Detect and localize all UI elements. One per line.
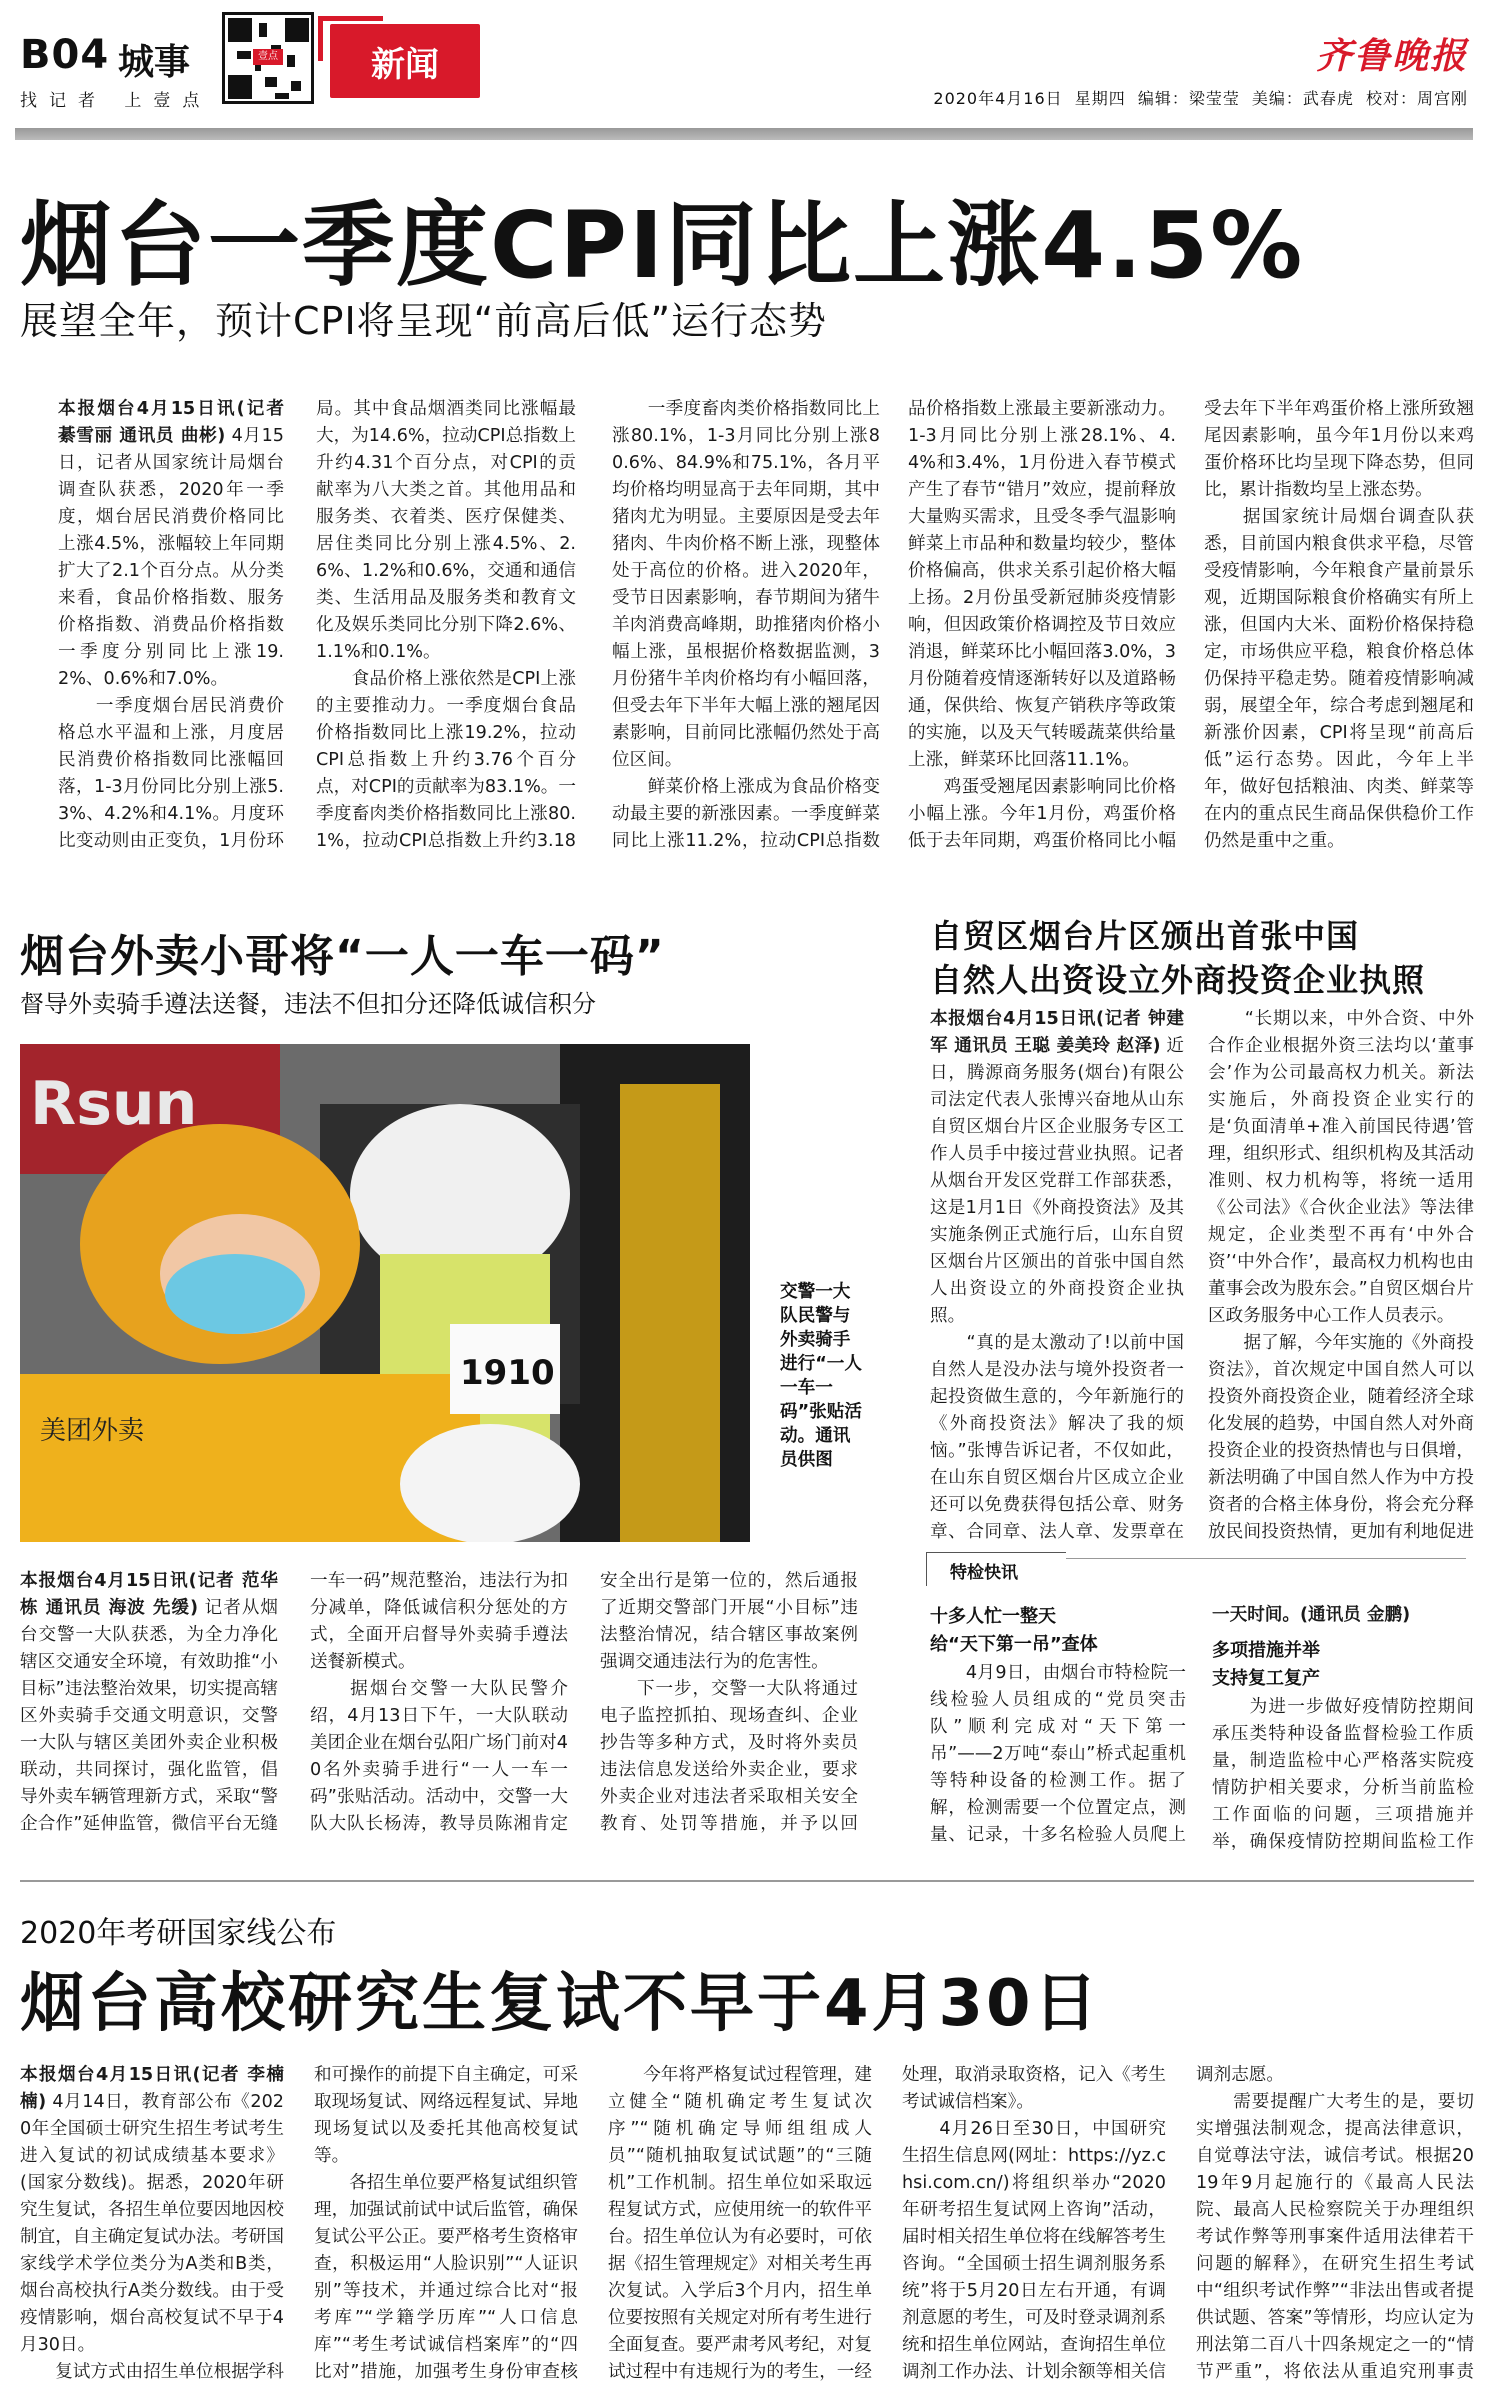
article4-text-1: 4月14日，教育部公布《2020年全国硕士研究生招生考试考生进入复试的初试成绩基本要求》(国家分数线)。据悉，2020年研究生复试，各招生单位要因地因校制宜，自主确定复试办法。考研国家线学术学位类分为A类和B类，烟台高校执行A类分数线。由于受疫情影响，烟台高校复试不早于4月30日。 复试方式由招生单位根据学科 (20, 2092, 284, 2382)
article2-headline: 烟台外卖小哥将“一人一车一码” (20, 931, 665, 982)
photo-illustration (20, 1044, 750, 1542)
brief1-subtitle: 给“天下第一吊”查体 (930, 1634, 1098, 1655)
article4-col-4: 处理，取消录取资格，记入《考生考试诚信档案》。 4月26日至30日，中国研究生招生信息网(网址：https://yz.chsi.com.cn/)将组织举办“2020年研考招生复试网上咨询”活动，届时相关招生单位将在线解答考生咨询。“全国硕士招生调剂服务系统”将于5月20日左右开通，有调剂意愿的考生，可及时登录调剂系统和招生单位网站，查询招生单位调剂工作办法、计划余额等相关信 (902, 2065, 1166, 2382)
brief1-text: 4月9日，由烟台市特检院一线检验人员组成的“党员突击队”顺利完成对“天下第一吊”——2万吨“泰山”桥式起重机等特种设备的检测工作。据了解，检测需要一个位置定点，测量、记录，十多名检验人员爬上 (930, 1663, 1186, 1845)
article1-text-1: 4月15日，记者从国家统计局烟台调查队获悉，2020年一季度，烟台居民消费价格同比上涨4.5%，涨幅较上年同期扩大了2.1个百分点。从分类来看，食品价格指数、服务价格指数、消费品价格指数一季度分别同比上涨19.2%、0.6%和7.0%。 一季度烟台居民消费价格总水平温和上涨，月度居民消费价格指数同比涨幅回落，1-3月份同比分别上涨5.3%、4.2%和4.1%。月度环比变动则由正变负，1月份环 (58, 426, 284, 851)
article1-lead: 本报烟台4月15日讯(记者 綦雪丽 通讯员 曲彬) (58, 399, 284, 446)
article3-headline-line1: 自贸区烟台片区颁出首张中国 (930, 917, 1360, 955)
article2-col-2: 一车一码”规范整治，违法行为扣分减单，降低诚信积分惩处的方式，全面开启督导外卖骑手遵法送餐新模式。 据烟台交警一大队民警介绍，4月13日下午，一大队联动美团企业在烟台弘阳广场门前对40名外卖骑手进行“一人一车一码”张贴活动。活动中，交警一大队大队长杨涛，教导员陈湘肯定 (310, 1571, 568, 1834)
article3-headline-line2: 自然人出资设立外商投资企业执照 (930, 961, 1426, 999)
header-rule (15, 128, 1473, 140)
brief2-text: 为进一步做好疫情防控期间承压类特种设备监督检验工作质量，制造监检中心严格落实院疫情防护相关要求，分析当前监检工作面临的问题，三项措施并举，确保疫情防控期间监检工作 (1212, 1697, 1474, 1850)
article2-col-1 (20, 1568, 278, 1838)
article3-text-1: 近日，腾源商务服务(烟台)有限公司法定代表人张博兴奋地从山东自贸区烟台片区企业服务专区工作人员手中接过营业执照。记者从烟台开发区党群工作部获悉，这是1月1日《外商投资法》及其实施条例正式施行后，山东自贸区烟台片区颁出的首张中国自然人出资设立的外商投资企业执照。 “真的是太激动了!以前中国自然人是没办法与境外投资者一起投资做生意的，今年新施行的《外商投资法》解决了我的烦恼。”张博告诉记者，不仅如此，在山东自贸区烟台片区成立企业还可以免费获得包括公章、财务章、合同章、法人章、发票章在 (930, 1036, 1184, 1540)
brief2-title: 多项措施并举 (1212, 1640, 1320, 1661)
article1-col-3: 一季度畜肉类价格指数同比上涨80.1%，1-3月同比分别上涨80.6%、84.9%和75.1%，各月平均价格均明显高于去年同期，其中猪肉尤为明显。主要原因是受去年猪肉、牛肉价格不断上涨，现整体处于高位的价格。进入2020年，受节日因素影响，春节期间为猪牛羊肉消费高峰期，助推猪肉价格小幅上涨，虽根据价格数据监测，3月份猪牛羊肉价格均有小幅回落，但受去年下半年大幅上涨的翘尾因素影响，目前同比涨幅仍然处于高位区间。 鲜菜价格上涨成为食品价格变动最主要的新涨因素。一季度鲜菜同比上涨11.2%，拉动CPI总指数 (612, 399, 880, 851)
article3-col-2: “长期以来，中外合资、中外合作企业根据外资三法均以‘董事会’作为公司最高权力机关。新法实施后，外商投资企业实行的是‘负面清单+准入前国民待遇’管理，组织形式、组织机构及其活动准则、权力机构等，将统一适用《公司法》《合伙企业法》等法律规定，企业类型不再有‘中外合资’‘中外合作’，最高权力机构也由董事会改为股东会。”自贸区烟台片区政务服务中心工作人员表示。 据了解，今年实施的《外商投资法》，首次规定中国自然人可以投资外商投资企业，随着经济全球化发展的趋势，中国自然人对外商投资企业的投资热情也与日俱增，新法明确了中国自然人作为中方投资者的合格主体身份，将会充分释放民间投资热情，更加有利地促进 (1208, 1009, 1474, 1540)
article1-headline: 烟台一季度CPI同比上涨4.5% (20, 192, 1305, 299)
article2-lead: 本报烟台4月15日讯(记者 范华栋 通讯员 海波 先缓) (20, 1571, 278, 1618)
article4-pre-title: 2020年考研国家线公布 (20, 1916, 337, 1951)
article1-col-2: 局。其中食品烟酒类同比涨幅最大，为14.6%，拉动CPI总指数上升约4.31个百分点，对CPI的贡献率为八大类之首。其他用品和服务类、衣着类、医疗保健类、居住类同比分别上涨4.5%、2.6%、1.2%和0.6%，交通和通信类、生活用品及服务类和教育文化及娱乐类同比分别下降2.6%、1.1%和0.1%。 食品价格上涨依然是CPI上涨的主要推动力。一季度烟台食品价格指数同比上涨19.2%，拉动CPI总指数上升约3.76个百分点，对CPI的贡献率为83.1%。一季度畜肉类价格指数同比上涨80.1%，拉动CPI总指数上升约3.18 (316, 399, 576, 851)
photo-caption: 交警一大队民警与外卖骑手进行“一人一车一码”张贴活动。通讯员供图 (780, 1282, 862, 1470)
page-code: B04 (20, 32, 110, 78)
brief-rule (1066, 1558, 1466, 1559)
brief2-subtitle: 支持复工复产 (1212, 1668, 1320, 1689)
article1-col-1 (58, 396, 284, 856)
article2-subtitle: 督导外卖骑手遵法送餐，违法不但扣分还降低诚信积分 (20, 990, 596, 1018)
brief1-ending: 一天时间。(通讯员 金鹏) (1212, 1605, 1411, 1625)
newspaper-logo: 齐鲁晚报 (1315, 35, 1468, 77)
article4-col-1 (20, 2062, 284, 2387)
dateline: 2020年4月16日 星期四 编辑：梁莹莹 美编：武春虎 校对：周宫刚 (933, 89, 1468, 108)
article3-col-1 (930, 1006, 1184, 1540)
article4-col-3: 今年将严格复试过程管理，建立健全“随机确定考生复试次序”“随机确定导师组组成人员”“随机抽取复试试题”的“三随机”工作机制。招生单位如采取远程复试方式，应使用统一的软件平台。招生单位认为有必要时，可依据《招生管理规定》对相关考生再次复试。入学后3个月内，招生单位要按照有关规定对所有考生进行全面复查。要严肃考风考纪，对复试过程中有违规行为的考生，一经 (608, 2065, 872, 2382)
qr-logo: 壹点 (253, 49, 283, 65)
photo-vest-text: 美团外卖 (40, 1416, 145, 1446)
article1-subtitle: 展望全年，预计CPI将呈现“前高后低”运行态势 (20, 299, 828, 343)
article1-col-4: 品价格指数上涨最主要新涨动力。1-3月同比分别上涨28.1%、4.4%和3.4%，1月份进入春节模式产生了春节“错月”效应，提前释放大量购买需求，且受冬季气温影响鲜菜上市品种和数量均较少，整体价格偏高，供求关系引起价格大幅上扬。2月份虽受新冠肺炎疫情影响，但因政策价格调控及节日效应消退，鲜菜环比小幅回落3.0%，3月份随着疫情逐渐转好以及道路畅通，保供给、恢复产销秩序等政策的实施，以及天气转暖蔬菜供给量上涨，鲜菜环比回落11.1%。 鸡蛋受翘尾因素影响同比价格小幅上涨。今年1月份，鸡蛋价格低于去年同期，鸡蛋价格同比小幅 (908, 399, 1176, 851)
article4-headline: 烟台高校研究生复试不早于4月30日 (20, 1967, 1101, 2041)
article1-col-5: 受去年下半年鸡蛋价格上涨所致翘尾因素影响，虽今年1月份以来鸡蛋价格环比均呈现下降态势，但同比，累计指数均呈上涨态势。 据国家统计局烟台调查队获悉，目前国内粮食供求平稳，尽管受疫情影响，今年粮食产量前景乐观，近期国际粮食价格确实有所上涨，但国内大米、面粉价格保持稳定，市场供应平稳，粮食价格总体仍保持平稳走势。随着疫情影响减弱，展望全年，综合考虑到翘尾和新涨价因素，CPI将呈现“前高后低”运行态势。因此，今年上半年，做好包括粮油、肉类、鲜菜等在内的重点民生商品保供稳价工作仍然是重中之重。 (1204, 399, 1474, 851)
photo-plate-text: 1910 (460, 1353, 555, 1393)
section-tag: 新闻 (330, 24, 480, 98)
article4-col-2: 和可操作的前提下自主确定，可采取现场复试、网络远程复试、异地现场复试以及委托其他高校复试等。 各招生单位要严格复试组织管理，加强试前试中试后监管，确保复试公平公正。要严格考生资格审查，积极运用“人脸识别”“人证识别”等技术，并通过综合比对“报考库”“学籍学历库”“人口信息库”“考生考试诚信档案库”的“四比对”措施，加强考生身份审查核 (314, 2065, 578, 2382)
section-name: 城事 (118, 42, 191, 83)
brief1-title: 十多人忙一整天 (930, 1606, 1056, 1627)
qr-code[interactable] (222, 12, 314, 104)
article2-col-3: 安全出行是第一位的，然后通报了近期交警部门开展“小目标”违法整治情况，结合辖区事故案例强调交通违法行为的危害性。 下一步，交警一大队将通过电子监控抓拍、现场查纠、企业抄告等多种方式，及时将外卖员违法信息发送给外卖企业，要求外卖企业对违法者采取相关安全教育、处罚等措施，并予以回 (600, 1571, 858, 1834)
header-links[interactable]: 找记者 上壹点 (20, 91, 212, 111)
brief-label: 特检快讯 (950, 1563, 1018, 1583)
article4-lead: 本报烟台4月15日讯(记者 李楠楠) (20, 2065, 284, 2112)
section-divider (20, 1880, 1474, 1882)
article4-col-5: 调剂志愿。 需要提醒广大考生的是，要切实增强法制观念，提高法律意识，自觉尊法守法，诚信考试。根据2019年9月起施行的《最高人民法院、最高人民检察院关于办理组织考试作弊等刑事案件适用法律若干问题的解释》，在研究生招生考试中“组织考试作弊”“非法出售或者提供试题、答案”等情形，均应认定为刑法第二百八十四条规定之一的“情节严重”，将依法从重追究刑事责 (1196, 2065, 1474, 2382)
article3-lead: 本报烟台4月15日讯(记者 钟建军 通讯员 王聪 姜美玲 赵泽) (930, 1009, 1184, 1056)
photo-sign-text: Rsun (30, 1069, 198, 1139)
news-photo (20, 1044, 750, 1542)
article2-text-1: 记者从烟台交警一大队获悉，为全力净化辖区交通安全环境，有效助推“小目标”违法整治效果，切实提高辖区外卖骑手交通文明意识，交警一大队与辖区美团外卖企业积极联动，共同探讨，强化监管，倡导外卖车辆管理新方式，采取“警企合作”延伸监管，微信平台无缝 (20, 1598, 278, 1834)
